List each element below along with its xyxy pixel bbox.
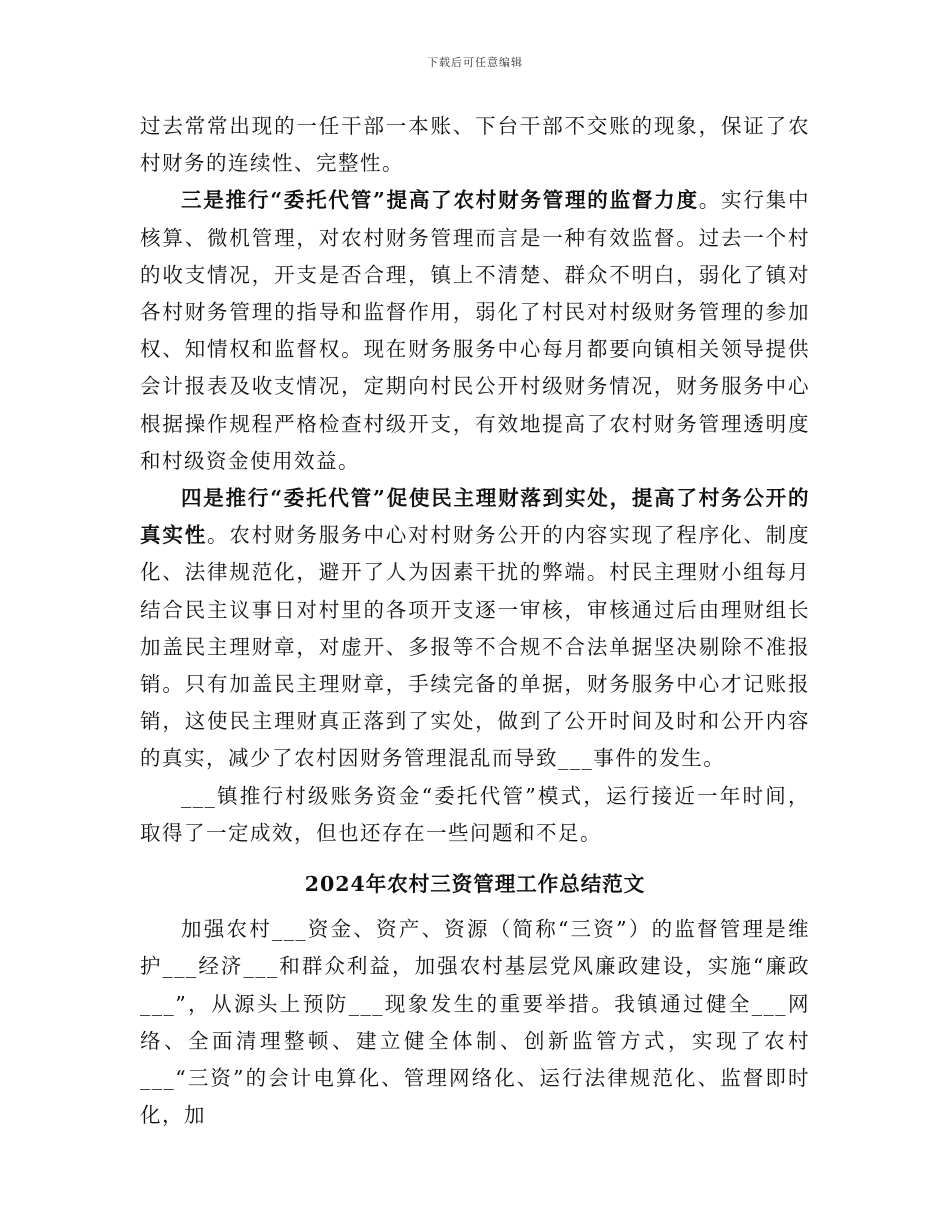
section-title: 2024年农村三资管理工作总结范文	[304, 872, 646, 897]
paragraph-intro: 加强农村___资金、资产、资源（简称“三资”）的监督管理是维护___经济___和群众利益，加强农村基层党风廉政建设，实施“廉政___”，从源头上预防___现象发生的重要举措。我镇通过健全___网络、全面清理整顿、建立健全体制、创新监管方式，实现了农村___“三资”的会计电算化、管理网络化、运行法律规范化、监督即时化，加	[140, 917, 810, 1128]
point-three-heading: 三是推行“委托代管”提高了农村财务管理的监督力度	[181, 188, 699, 213]
paragraph-conclusion: ___镇推行村级账务资金“委托代管”模式，运行接近一年时间，取得了一定成效，但也还存在一些问题和不足。	[140, 783, 810, 845]
page-header: 下载后可任意编辑	[427, 56, 523, 69]
document-body	[140, 108, 810, 1134]
paragraph-continuation: 过去常常出现的一任干部一本账、下台干部不交账的现象，保证了农村财务的连续性、完整性。	[140, 114, 810, 176]
point-four-text: 。农村财务服务中心对村财务公开的内容实现了程序化、制度化、法律规范化，避开了人为因素干扰的弊端。村民主理财小组每月结合民主议事日对村里的各项开支逐一审核，审核通过后由理财组长加盖民主理财章，对虚开、多报等不合规不合法单据坚决剔除不准报销。只有加盖民主理财章，手续完备的单据，财务服务中心才记账报销，这使民主理财真正落到了实处，做到了公开时间及时和公开内容的真实，减少了农村因财务管理混乱而导致___事件的发生。	[140, 523, 811, 771]
paragraph-point-three	[140, 182, 810, 480]
point-three-text: 。实行集中核算、微机管理，对农村财务管理而言是一种有效监督。过去一个村的收支情况，开支是否合理，镇上不清楚、群众不明白，弱化了镇对各村财务管理的指导和监督作用，弱化了村民对村级财务管理的参加权、知情权和监督权。现在财务服务中心每月都要向镇相关领导提供会计报表及收支情况，定期向村民公开村级财务情况，财务服务中心根据操作规程严格检查村级开支，有效地提高了农村财务管理透明度和村级资金使用效益。	[140, 188, 810, 473]
point-four-heading: 四是推行“委托代管”促使民主理财落到实处，提高了村务公开的真实性	[140, 486, 810, 548]
paragraph-point-four	[140, 480, 810, 778]
